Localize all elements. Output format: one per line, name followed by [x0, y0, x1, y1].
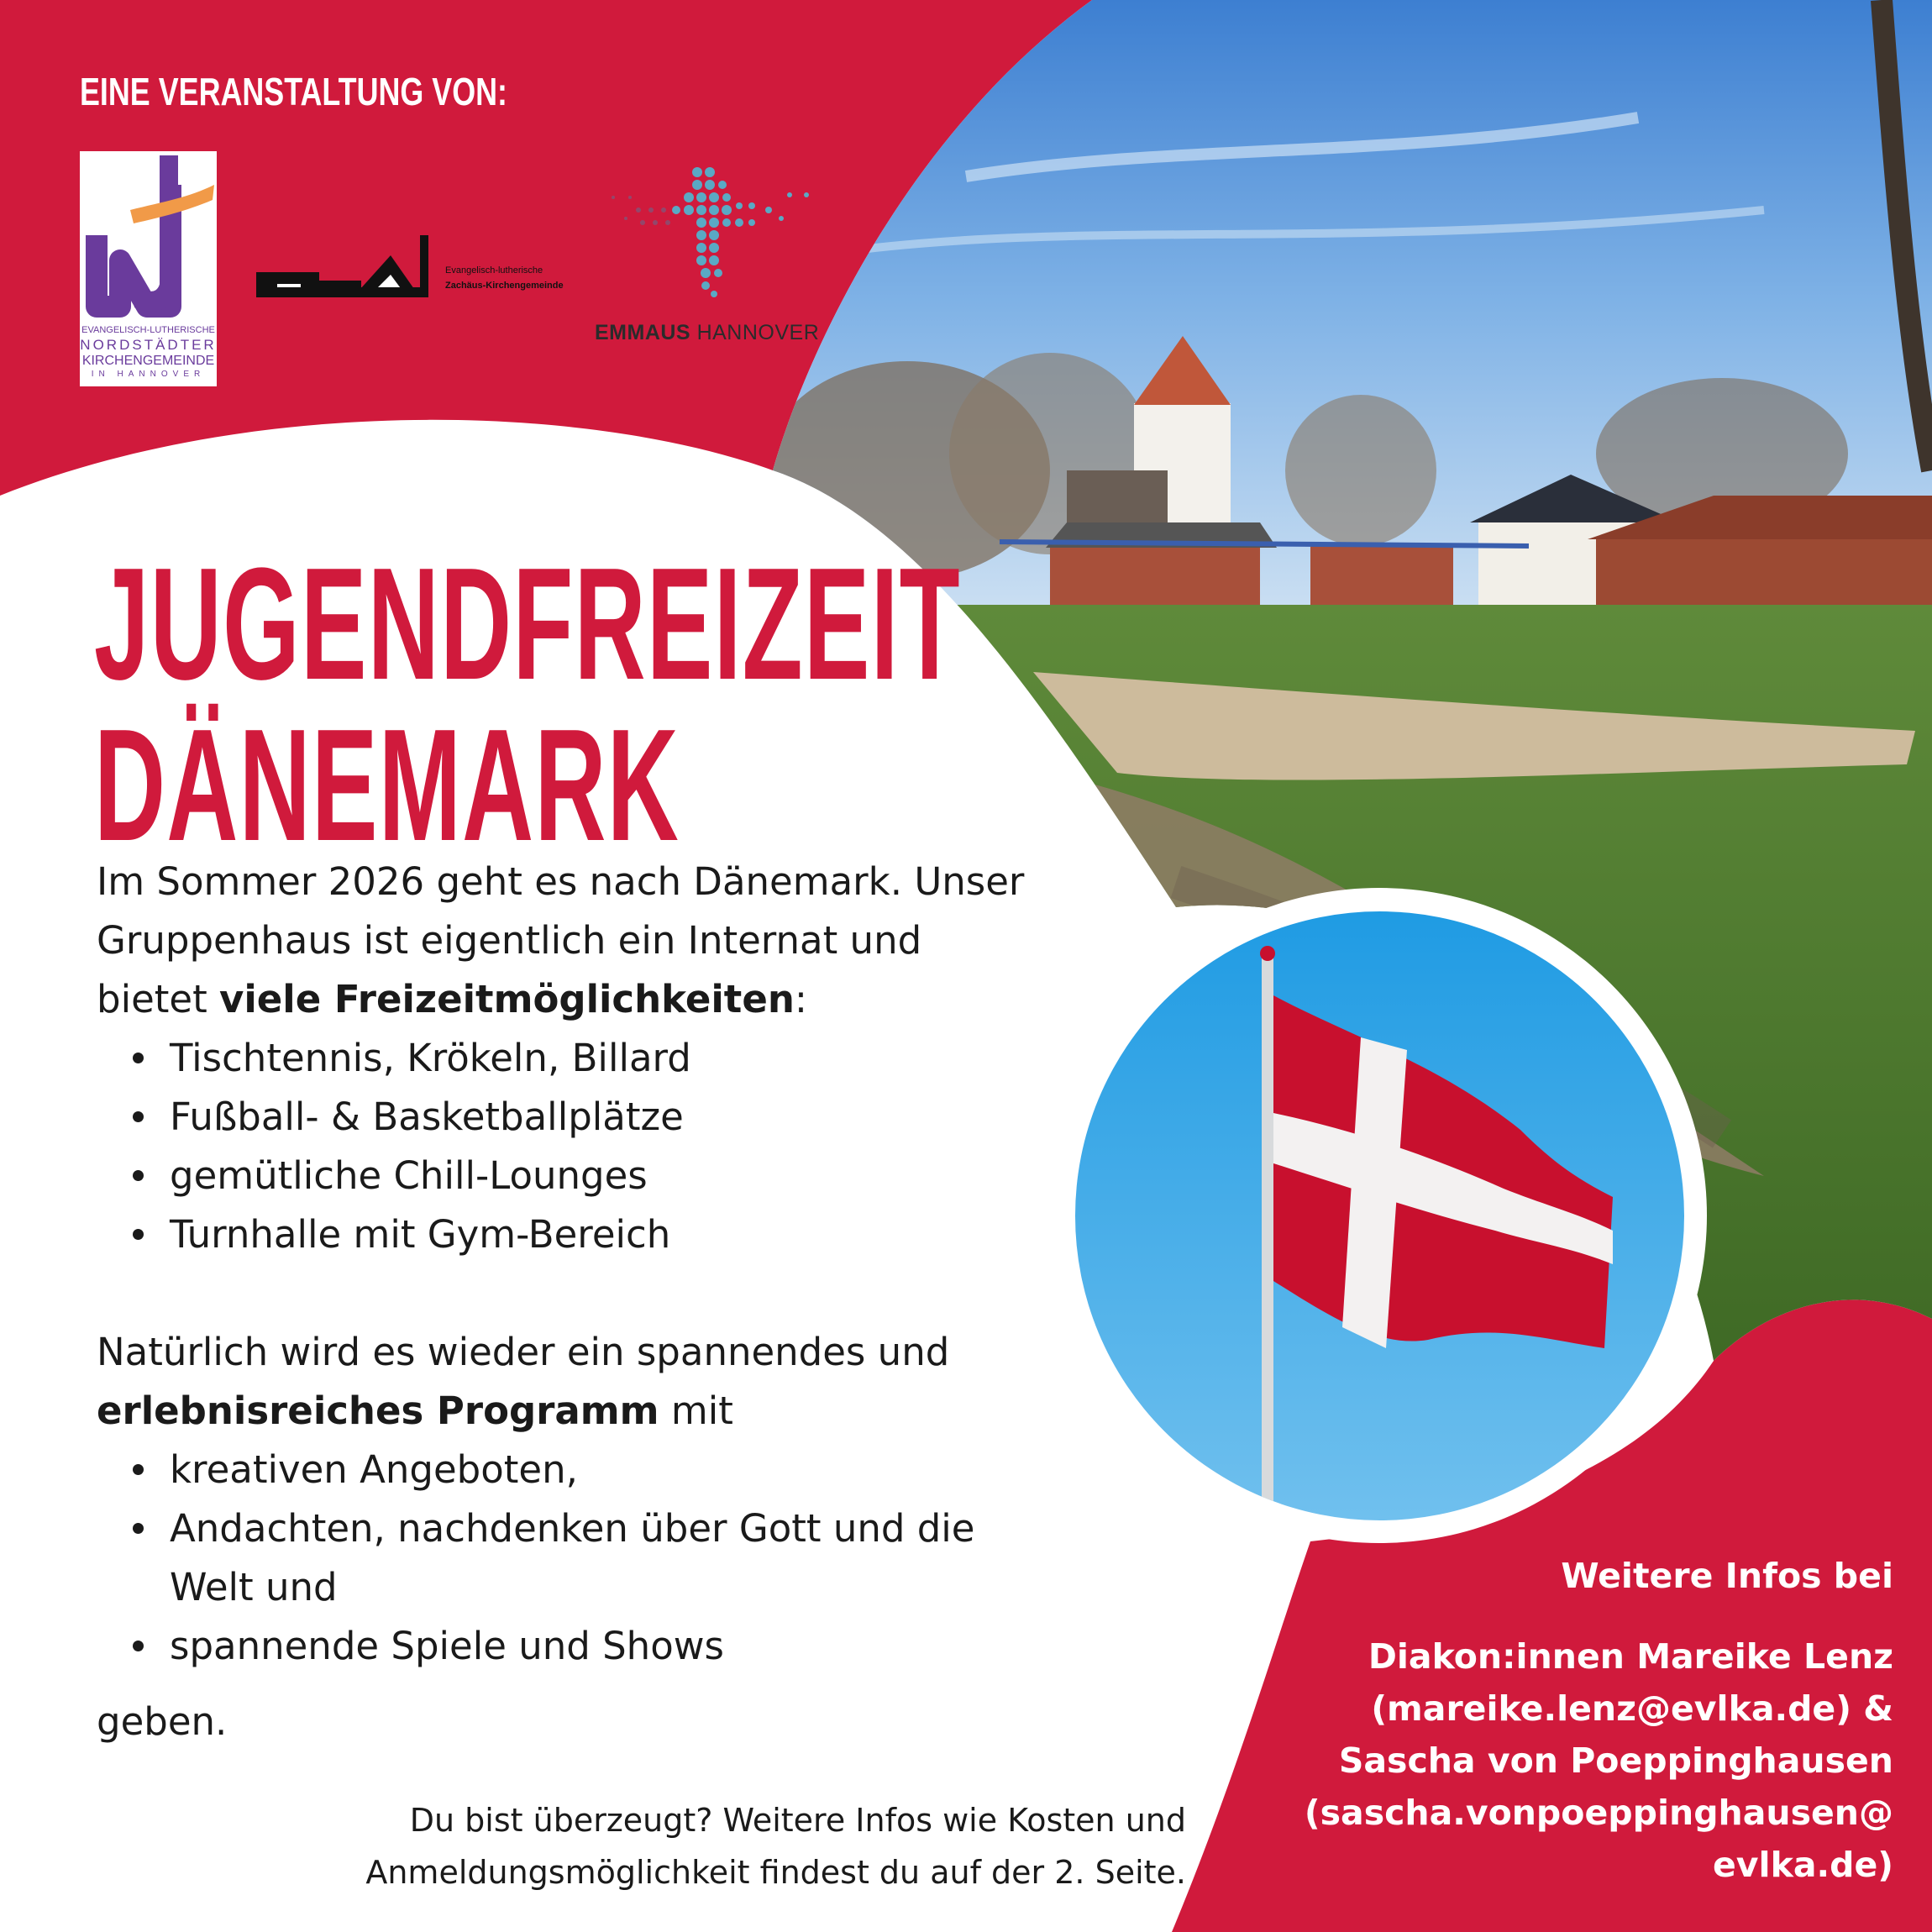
page-title-line2: DÄNEMARK: [94, 696, 680, 874]
footer-note: [365, 1794, 1186, 1898]
emmaus-logo-bold: EMMAUS: [595, 321, 691, 344]
nordstaedter-logo-line4: IN HANNOVER: [91, 370, 206, 379]
contact-line1: Diakon:innen Mareike Lenz: [1368, 1636, 1893, 1677]
nordstaedter-logo-line3: KIRCHENGEMEINDE: [81, 354, 215, 368]
emmaus-hannover-logo: [588, 160, 823, 349]
zachaeus-logo-line1: Evangelisch-lutherische: [445, 265, 543, 276]
program-paragraph: [97, 1323, 949, 1441]
organizer-label: EINE VERANSTALTUNG VON:: [80, 70, 507, 113]
list-item: spannende Spiele und Shows: [97, 1617, 975, 1676]
contact-line2: (mareike.lenz@evlka.de) &: [1371, 1688, 1893, 1729]
contact-info: [1305, 1550, 1893, 1891]
page-title-line1: JUGENDFREIZEIT: [94, 535, 961, 713]
list-item-continuation: Welt und: [170, 1565, 338, 1609]
nordstaedter-logo-line2: NORDSTÄDTER: [80, 337, 217, 353]
contact-line5: evlka.de): [1713, 1845, 1893, 1885]
contact-line4: (sascha.vonpoeppinghausen@: [1304, 1793, 1893, 1833]
program-closing: geben.: [97, 1699, 228, 1744]
footer-note-line1: Du bist überzeugt? Weitere Infos wie Kosten und: [409, 1802, 1186, 1839]
intro-line3: [97, 970, 1024, 1029]
contact-heading: Weitere Infos bei: [1561, 1556, 1893, 1596]
program-line2: [97, 1382, 949, 1441]
dotted-cross-icon: [588, 160, 823, 319]
list-item: Tischtennis, Krökeln, Billard: [97, 1029, 691, 1088]
intro-line3-suffix: :: [794, 977, 808, 1021]
program-line2-bold: erlebnisreiches Programm: [97, 1389, 659, 1433]
intro-line3-bold: viele Freizeitmöglichkeiten: [219, 977, 795, 1021]
program-line1: Natürlich wird es wieder ein spannendes und: [97, 1330, 950, 1374]
list-item: Turnhalle mit Gym-Bereich: [97, 1205, 691, 1264]
footer-note-line2: Anmeldungsmöglichkeit findest du auf der 2. Seite.: [365, 1854, 1186, 1891]
activities-list: [97, 1029, 691, 1264]
intro-line3-prefix: bietet: [97, 977, 220, 1021]
program-line2-suffix: mit: [659, 1389, 733, 1433]
list-item: gemütliche Chill-Lounges: [97, 1147, 691, 1205]
zachaeus-logo-line2: Zachäus-Kirchengemeinde: [445, 281, 564, 291]
intro-line2: Gruppenhaus ist eigentlich ein Internat und: [97, 918, 922, 963]
emmaus-logo-text: [595, 321, 819, 345]
intro-paragraph: [97, 853, 1024, 1029]
church-silhouette-icon: [252, 228, 445, 304]
list-item: Fußball- & Basketballplätze: [97, 1088, 691, 1147]
emmaus-logo-regular: HANNOVER: [696, 321, 820, 344]
program-list: [97, 1441, 975, 1676]
nordstaedter-kirchengemeinde-logo: [80, 151, 217, 386]
list-item: kreativen Angeboten,: [97, 1441, 975, 1499]
nordstaedter-logo-line1: EVANGELISCH-LUTHERISCHE: [81, 325, 215, 335]
danish-flag-photo: [1075, 911, 1684, 1520]
contact-line3: Sascha von Poeppinghausen: [1338, 1740, 1893, 1781]
intro-line1: Im Sommer 2026 geht es nach Dänemark. Unser: [97, 859, 1025, 904]
list-item: Andachten, nachdenken über Gott und die: [97, 1499, 975, 1558]
zachaeus-kirchengemeinde-logo: [252, 228, 596, 304]
